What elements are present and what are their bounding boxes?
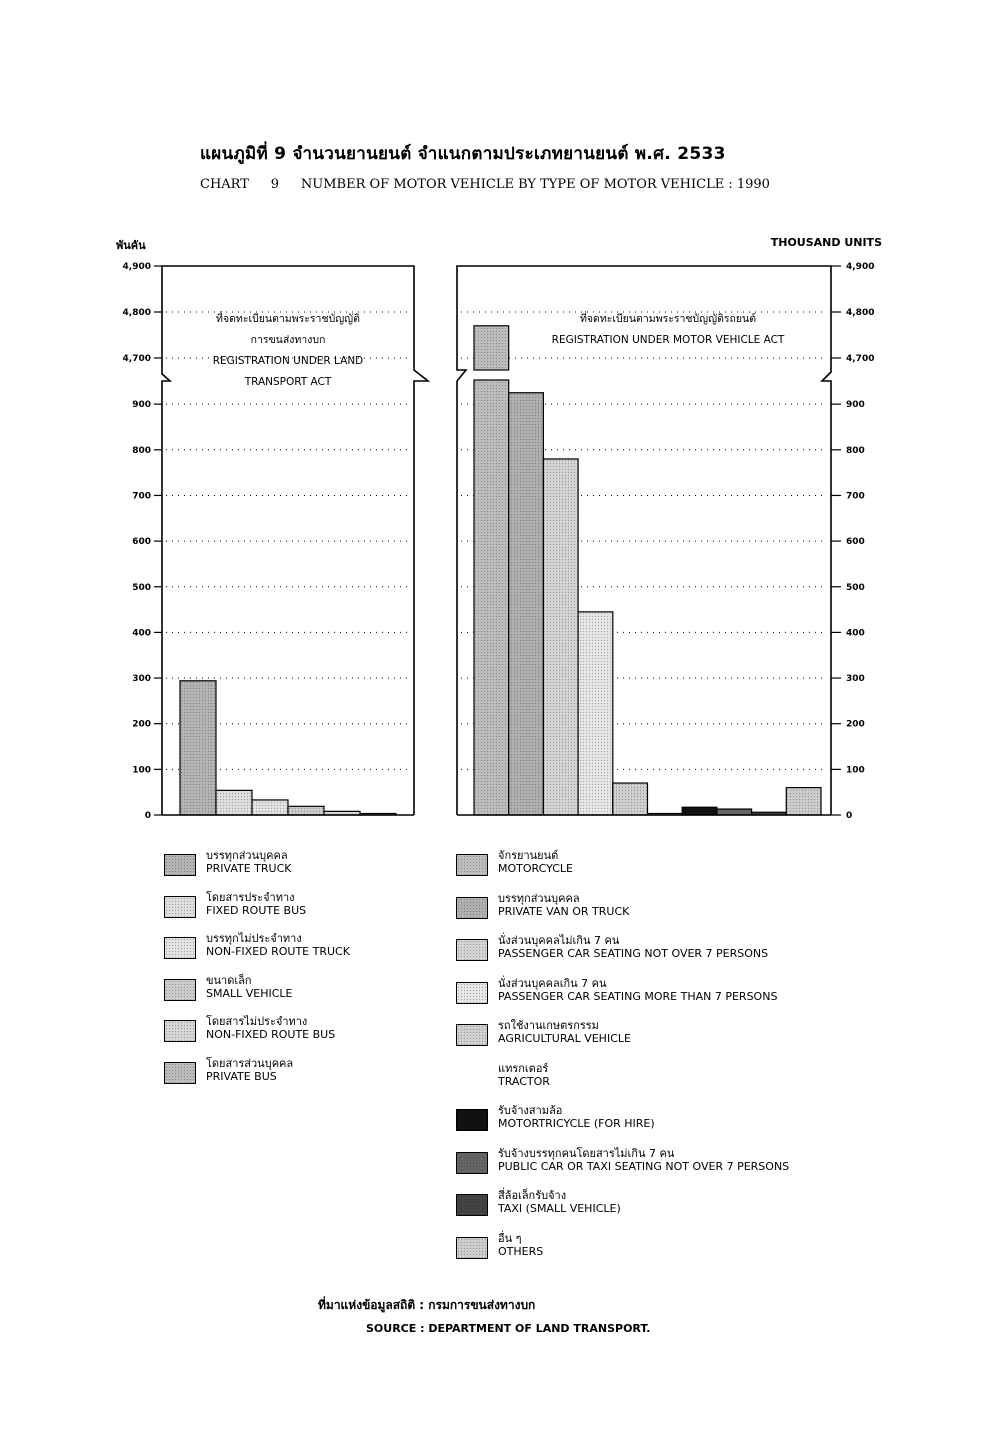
- legend-item-left-4: [164, 1014, 434, 1050]
- legend-swatch-right-1: [456, 897, 488, 919]
- legend-item-right-6: [456, 1103, 856, 1139]
- bar-right-0-upper-texture: [474, 326, 509, 370]
- unit-label-right: THOUSAND UNITS: [770, 236, 882, 249]
- tick-label-right-2: 200: [846, 719, 865, 730]
- tick-label-left-9: 900: [132, 400, 151, 411]
- legend-label-th-right-6: รับจ้างสามล้อ: [498, 1104, 563, 1117]
- legend-label-th-right-9: อื่น ๆ: [498, 1231, 522, 1245]
- legend-item-right-1: [456, 891, 856, 927]
- tick-label-right-10: 4,700: [846, 354, 875, 364]
- tick-label-left-3: 300: [132, 674, 151, 685]
- legend-item-right-7: [456, 1146, 856, 1182]
- legend-label-th-right-4: รถใช้งานเกษตรกรรม: [498, 1019, 599, 1032]
- tick-label-right-4: 400: [846, 628, 865, 639]
- tick-label-right-9: 900: [846, 400, 865, 411]
- legend-item-right-2: [456, 933, 856, 969]
- legend-label-en-right-0: MOTORCYCLE: [498, 862, 573, 875]
- legend-swatch-left-3: [164, 979, 196, 1001]
- legend-label-th-left-2: บรรทุกไม่ประจำทาง: [206, 932, 302, 945]
- tick-label-right-5: 500: [846, 582, 865, 593]
- tick-label-right-0: 0: [846, 811, 853, 821]
- bar-left-1-texture: [216, 790, 252, 815]
- legend-label-th-left-4: โดยสารไม่ประจำทาง: [206, 1015, 308, 1028]
- legend-item-right-8: [456, 1188, 856, 1224]
- legend-swatch-left-1: [164, 896, 196, 918]
- legend-swatch-left-0: [164, 854, 196, 876]
- legend-right: [456, 848, 856, 1268]
- legend-item-left-3: [164, 973, 434, 1009]
- tick-label-left-12: 4,900: [122, 262, 151, 272]
- source-english: SOURCE : DEPARTMENT OF LAND TRANSPORT.: [366, 1322, 651, 1335]
- legend-swatch-right-4: [456, 1024, 488, 1046]
- tick-label-left-10: 4,700: [122, 354, 151, 364]
- group-label-right-1: REGISTRATION UNDER MOTOR VEHICLE ACT: [551, 334, 785, 346]
- legend-label-en-right-3: PASSENGER CAR SEATING MORE THAN 7 PERSONS: [498, 989, 778, 1003]
- legend-label-en-left-2: NON-FIXED ROUTE TRUCK: [206, 945, 350, 958]
- legend-label-th-left-3: ขนาดเล็ก: [206, 973, 252, 987]
- legend-swatch-left-4: [164, 1020, 196, 1042]
- legend-label-en-right-2: PASSENGER CAR SEATING NOT OVER 7 PERSONS: [498, 947, 769, 960]
- chart-title-prefix: CHART: [200, 177, 249, 192]
- tick-label-left-4: 400: [132, 628, 151, 639]
- chart-title-text: NUMBER OF MOTOR VEHICLE BY TYPE OF MOTOR VEHICLE : 1990: [300, 177, 770, 192]
- legend-label-en-right-8: TAXI (SMALL VEHICLE): [498, 1202, 621, 1215]
- bar-left-3-texture: [288, 806, 324, 815]
- legend-swatch-right-7: [456, 1152, 488, 1174]
- tick-label-left-0: 0: [144, 811, 151, 821]
- legend-label-en-right-5: TRACTOR: [498, 1074, 550, 1088]
- legend-item-right-5: [456, 1061, 856, 1097]
- tick-label-left-2: 200: [132, 719, 151, 730]
- bar-right-4-texture: [613, 783, 648, 815]
- source-thai: ที่มาแห่งข้อมูลสถิติ : กรมการขนส่งทางบก: [318, 1298, 536, 1312]
- bar-right-0-lower-texture: [474, 380, 509, 815]
- tick-label-right-7: 700: [846, 491, 865, 502]
- legend-label-th-left-1: โดยสารประจำทาง: [206, 890, 295, 904]
- legend-item-right-9: [456, 1231, 856, 1267]
- legend-swatch-right-3: [456, 982, 488, 1004]
- bars-layer: [180, 326, 821, 815]
- legend-label-th-right-1: บรรทุกส่วนบุคคล: [498, 891, 580, 905]
- bar-right-2-texture: [543, 459, 578, 815]
- legend-label-th-right-2: นั่งส่วนบุคคลไม่เกิน 7 คน: [498, 934, 620, 947]
- tick-label-right-6: 600: [846, 537, 865, 548]
- legend-label-th-right-0: จักรยานยนต์: [498, 849, 559, 862]
- legend-left: [164, 848, 434, 1108]
- group-label-left-1: การขนส่งทางบก: [250, 334, 326, 346]
- legend-label-en-left-3: SMALL VEHICLE: [206, 986, 293, 1000]
- legend-label-th-right-8: สี่ล้อเล็กรับจ้าง: [498, 1189, 567, 1202]
- tick-label-right-11: 4,800: [846, 308, 875, 318]
- legend-label-en-left-1: FIXED ROUTE BUS: [206, 903, 307, 917]
- legend-label-th-left-5: โดยสารส่วนบุคคล: [206, 1056, 294, 1070]
- legend-item-right-3: [456, 976, 856, 1012]
- bar-right-3-texture: [578, 612, 613, 815]
- legend-item-left-5: [164, 1056, 434, 1092]
- bar-right-9-texture: [786, 788, 821, 815]
- legend-label-en-right-4: AGRICULTURAL VEHICLE: [498, 1032, 631, 1045]
- bar-left-2-texture: [252, 800, 288, 815]
- legend-swatch-right-8: [456, 1194, 488, 1216]
- tick-label-right-3: 300: [846, 674, 865, 685]
- legend-label-en-right-6: MOTORTRICYCLE (FOR HIRE): [498, 1117, 655, 1130]
- legend-swatch-right-2: [456, 939, 488, 961]
- legend-label-en-right-1: PRIVATE VAN OR TRUCK: [498, 904, 630, 918]
- tick-label-left-5: 500: [132, 582, 151, 593]
- legend-swatch-left-2: [164, 937, 196, 959]
- chart-title-thai: แผนภูมิที่ 9 จำนวนยานยนต์ จำแนกตามประเภทยานยนต์ พ.ศ. 2533: [200, 144, 726, 164]
- legend-label-th-right-7: รับจ้างบรรทุกคนโดยสารไม่เกิน 7 คน: [498, 1146, 675, 1160]
- group-label-left-2: REGISTRATION UNDER LAND: [212, 355, 364, 367]
- bar-right-1-texture: [509, 393, 544, 815]
- tick-label-left-1: 100: [132, 765, 151, 776]
- tick-label-right-8: 800: [846, 445, 865, 456]
- legend-label-en-right-7: PUBLIC CAR OR TAXI SEATING NOT OVER 7 PERSONS: [498, 1159, 790, 1173]
- legend-label-en-left-5: PRIVATE BUS: [206, 1069, 277, 1083]
- legend-item-left-2: [164, 931, 434, 967]
- legend-item-right-0: [456, 848, 856, 884]
- unit-label-left: พันคัน: [116, 239, 146, 252]
- legend-item-right-4: [456, 1018, 856, 1054]
- legend-swatch-right-0: [456, 854, 488, 876]
- group-label-right-0: ที่จดทะเบียนตามพระราชบัญญัติรถยนต์: [579, 313, 757, 325]
- legend-label-th-left-0: บรรทุกส่วนบุคคล: [206, 849, 288, 862]
- tick-label-right-1: 100: [846, 765, 865, 776]
- legend-label-th-right-5: แทรกเตอร์: [498, 1061, 549, 1075]
- bar-left-0-texture: [180, 681, 216, 815]
- bar-right-6: [682, 807, 717, 815]
- legend-swatch-right-9: [456, 1237, 488, 1259]
- legend-swatch-right-6: [456, 1109, 488, 1131]
- legend-item-left-1: [164, 890, 434, 926]
- tick-label-left-6: 600: [132, 537, 151, 548]
- legend-label-en-right-9: OTHERS: [498, 1244, 544, 1258]
- legend-label-en-left-0: PRIVATE TRUCK: [206, 862, 292, 875]
- legend-item-left-0: [164, 848, 434, 884]
- tick-label-left-8: 800: [132, 445, 151, 456]
- legend-swatch-right-5: [456, 1067, 486, 1087]
- bar-right-7: [717, 809, 752, 815]
- legend-swatch-left-5: [164, 1062, 196, 1084]
- legend-label-en-left-4: NON-FIXED ROUTE BUS: [206, 1028, 336, 1041]
- legend-label-th-right-3: นั่งส่วนบุคคลเกิน 7 คน: [498, 976, 607, 990]
- tick-label-left-11: 4,800: [122, 308, 151, 318]
- group-label-left-0: ที่จดทะเบียนตามพระราชบัญญัติ: [216, 313, 360, 325]
- group-label-left-3: TRANSPORT ACT: [244, 376, 332, 388]
- tick-label-right-12: 4,900: [846, 262, 875, 272]
- tick-label-left-7: 700: [132, 491, 151, 502]
- chart-title-number: 9: [270, 177, 280, 192]
